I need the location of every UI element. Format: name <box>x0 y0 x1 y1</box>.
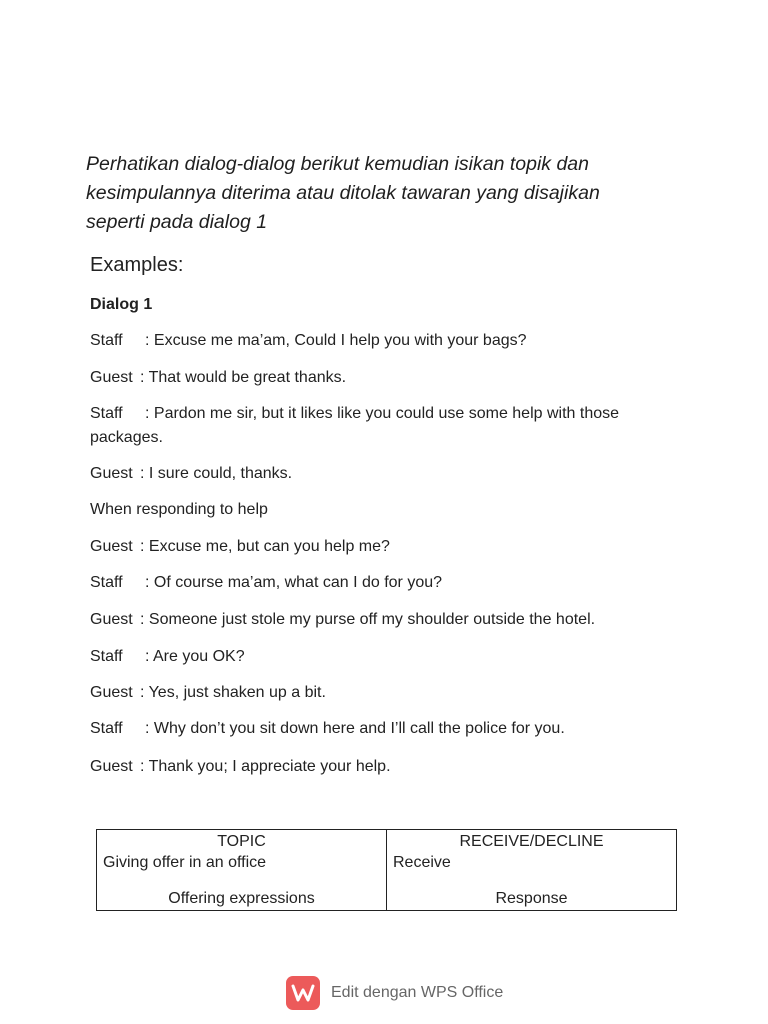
receive-decline-header: RECEIVE/DECLINE <box>459 833 604 850</box>
line-text: : Are you OK? <box>145 648 245 665</box>
instruction-text: Perhatikan dialog-dialog berikut kemudian isikan topik dan kesimpulannya diterima atau ditolak tawaran yang disajikan seperti pada dialog 1 <box>86 153 600 233</box>
dialog-line <box>90 329 650 353</box>
line-text: : Excuse me, but can you help me? <box>140 538 390 555</box>
dialog-line <box>90 462 650 486</box>
speaker-label: Staff <box>90 405 123 422</box>
speaker-label: Staff <box>90 720 123 737</box>
dialog-title: Dialog 1 <box>90 296 153 313</box>
dialog-line <box>90 755 650 779</box>
line-text: : Yes, just shaken up a bit. <box>140 684 326 701</box>
speaker-label: Staff <box>90 648 123 665</box>
line-text: : That would be great thanks. <box>140 369 347 386</box>
dialog-line <box>90 608 650 632</box>
footer-text: Edit dengan WPS Office <box>331 984 504 1001</box>
dialog-line <box>90 366 650 390</box>
topic-table <box>96 829 677 911</box>
receive-decline-value: Receive <box>393 854 451 871</box>
receive-decline-cell <box>387 830 677 911</box>
examples-label: Examples: <box>90 254 184 276</box>
line-text: : Of course ma’am, what can I do for you? <box>145 574 443 591</box>
topic-footer: Offering expressions <box>168 890 315 907</box>
speaker-label: Guest <box>90 758 133 775</box>
line-text: : Why don’t you sit down here and I’ll call the police for you. <box>145 720 565 737</box>
dialog-line <box>90 571 650 595</box>
section-note <box>90 498 650 522</box>
receive-decline-footer: Response <box>495 890 568 907</box>
speaker-label: Staff <box>90 574 123 591</box>
line-text: : I sure could, thanks. <box>140 465 293 482</box>
speaker-label: Guest <box>90 538 133 555</box>
dialog-line <box>90 535 650 559</box>
speaker-label: Guest <box>90 684 133 701</box>
dialog-line <box>90 681 650 705</box>
wps-edit-link[interactable] <box>286 975 503 1011</box>
wps-office-logo-icon <box>286 976 320 1010</box>
table-row <box>97 830 677 911</box>
line-text: : Pardon me sir, but it likes like you could use some help with those packages. <box>90 405 620 446</box>
speaker-label: Guest <box>90 369 133 386</box>
line-text: : Someone just stole my purse off my shoulder outside the hotel. <box>140 611 596 628</box>
speaker-label: Guest <box>90 611 133 628</box>
topic-header: TOPIC <box>217 833 266 850</box>
dialog-line <box>90 645 650 669</box>
line-text: When responding to help <box>90 501 268 518</box>
line-text: : Excuse me ma’am, Could I help you with your bags? <box>145 332 527 349</box>
line-text: : Thank you; I appreciate your help. <box>140 758 391 775</box>
topic-cell <box>97 830 387 911</box>
speaker-label: Guest <box>90 465 133 482</box>
speaker-label: Staff <box>90 332 123 349</box>
dialog-line <box>90 402 650 450</box>
topic-value: Giving offer in an office <box>103 854 267 871</box>
dialog-line <box>90 717 650 741</box>
